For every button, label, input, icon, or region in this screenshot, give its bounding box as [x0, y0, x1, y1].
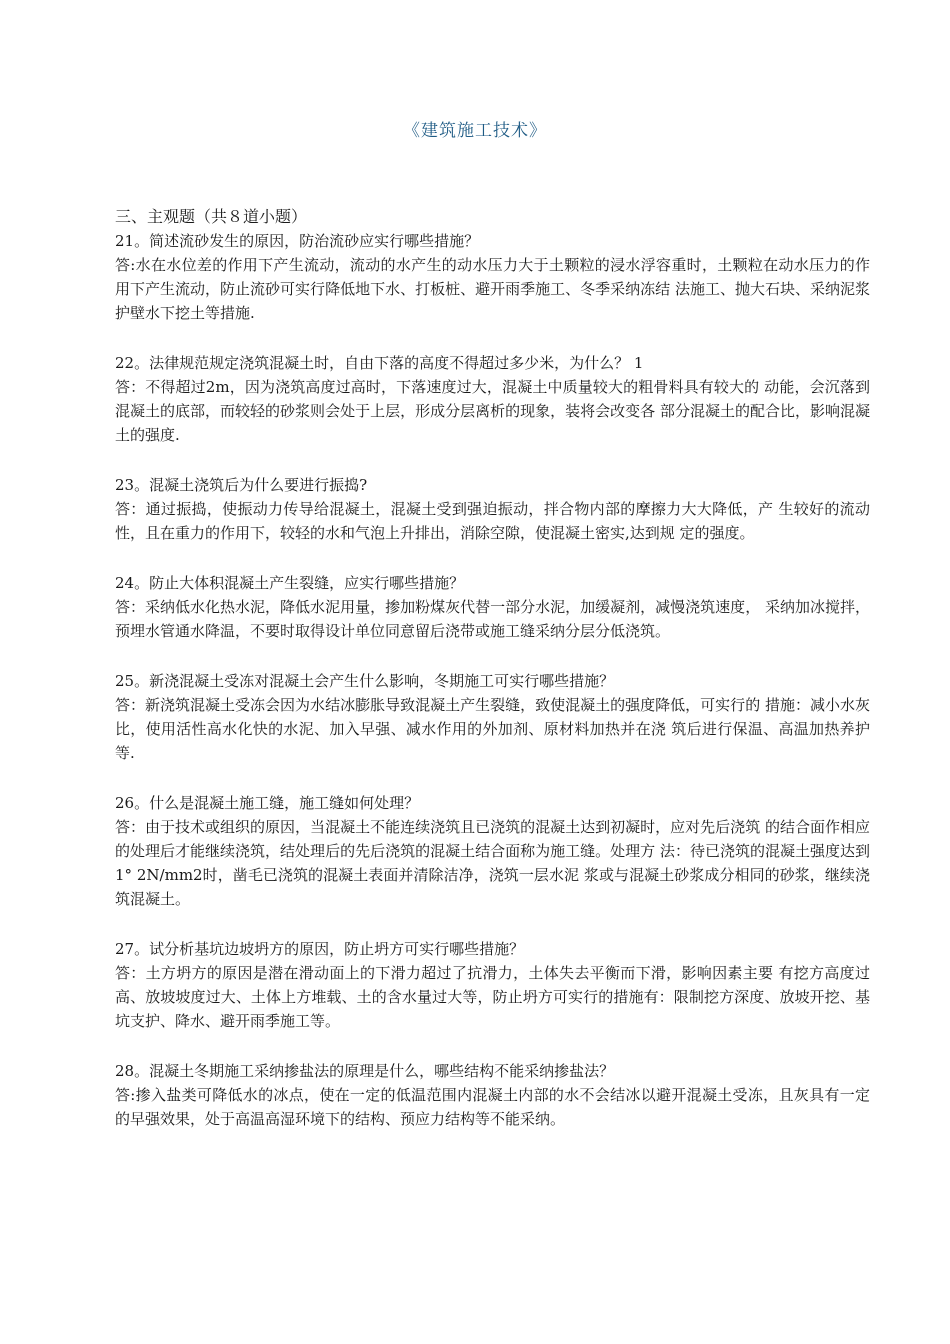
question-25: 25。新浇混凝土受冻对混凝土会产生什么影响，冬期施工可实行哪些措施？ — [115, 672, 615, 690]
question-23: 23。混凝土浇筑后为什么要进行振捣? — [115, 476, 368, 494]
qa-item-28 — [115, 1059, 870, 1131]
question-26: 26。什么是混凝土施工缝，施工缝如何处理？ — [115, 794, 420, 812]
qa-item-26 — [115, 791, 870, 911]
section-heading: 三、主观题（共８道小题） — [115, 207, 308, 226]
document-title: 《建筑施工技术》 — [403, 121, 547, 141]
answer-27: 答：土方坍方的原因是潜在滑动面上的下滑力超过了抗滑力，土体失去平衡而下滑，影响因素主要 有挖方高度过高、放坡坡度过大、土体上方堆载、土的含水量过大等，防止坍方可实行的措施有：限制挖方深度、放坡开挖、基坑支护、降水、避开雨季施工等。 — [115, 964, 870, 1030]
qa-item-24 — [115, 571, 870, 643]
answer-21: 答:水在水位差的作用下产生流动，流动的水产生的动水压力大于土颗粒的浸水浮容重时，土颗粒在动水压力的作用下产生流动，防止流砂可实行降低地下水、打板桩、避开雨季施工、冬季采纳冻结 法施工、抛大石块、采纳泥浆护壁水下挖土等措施. — [115, 256, 870, 322]
answer-26: 答：由于技术或组织的原因，当混凝土不能连续浇筑且已浇筑的混凝土达到初凝时，应对先后浇筑 的结合面作相应的处理后才能继续浇筑，结处理后的先后浇筑的混凝土结合面称为施工缝。处理方 法：待已浇筑的混凝土强度达到1° 2N/mm2时，凿毛已浇筑的混凝土表面并清除洁净，浇筑一层水泥 浆或与混凝土砂浆成分相同的砂浆，继续浇筑混凝土。 — [115, 818, 870, 908]
answer-24: 答：采纳低水化热水泥，降低水泥用量，掺加粉煤灰代替一部分水泥，加缓凝剂，减慢浇筑速度， 采纳加冰搅拌，预埋水管通水降温，不要时取得设计单位同意留后浇带或施工缝采纳分层分低浇筑。 — [115, 598, 870, 640]
question-28: 28。混凝土冬期施工采纳掺盐法的原理是什么，哪些结构不能采纳掺盐法？ — [115, 1062, 615, 1080]
qa-item-27 — [115, 937, 870, 1033]
answer-25: 答：新浇筑混凝土受冻会因为水结冰膨胀导致混凝土产生裂缝，致使混凝土的强度降低，可实行的 措施：减小水灰比，使用活性高水化快的水泥、加入早强、减水作用的外加剂、原材料加热并在浇 筑后进行保温、高温加热养护等. — [115, 696, 870, 762]
question-22: 22。法律规范规定浇筑混凝土时，自由下落的高度不得超过多少米，为什么？ 1 — [115, 354, 644, 372]
question-21: 21。简述流砂发生的原因，防治流砂应实行哪些措施？ — [115, 232, 480, 250]
qa-item-21 — [115, 229, 870, 325]
document-body — [115, 205, 870, 1157]
qa-item-25 — [115, 669, 870, 765]
question-24: 24。防止大体积混凝土产生裂缝，应实行哪些措施？ — [115, 574, 465, 592]
question-27: 27。试分析基坑边坡坍方的原因，防止坍方可实行哪些措施？ — [115, 940, 525, 958]
qa-item-23 — [115, 473, 870, 545]
answer-28: 答:掺入盐类可降低水的冰点，使在一定的低温范围内混凝土内部的水不会结冰以避开混凝土受冻，且灰具有一定的早强效果，处于高温高湿环境下的结构、预应力结构等不能采纳。 — [115, 1086, 870, 1128]
qa-item-22 — [115, 351, 870, 447]
answer-23: 答：通过振捣，使振动力传导给混凝土，混凝土受到强迫振动，拌合物内部的摩擦力大大降低，产 生较好的流动性，且在重力的作用下，较轻的水和气泡上升排出，消除空隙，使混凝土密实,达到规 定的强度。 — [115, 500, 870, 542]
answer-22: 答：不得超过2m，因为浇筑高度过高时，下落速度过大，混凝土中质量较大的粗骨料具有较大的 动能，会沉落到混凝土的底部，而较轻的砂浆则会处于上层，形成分层离析的现象，装将会改变各 部分混凝土的配合比，影响混凝土的强度. — [115, 378, 870, 444]
